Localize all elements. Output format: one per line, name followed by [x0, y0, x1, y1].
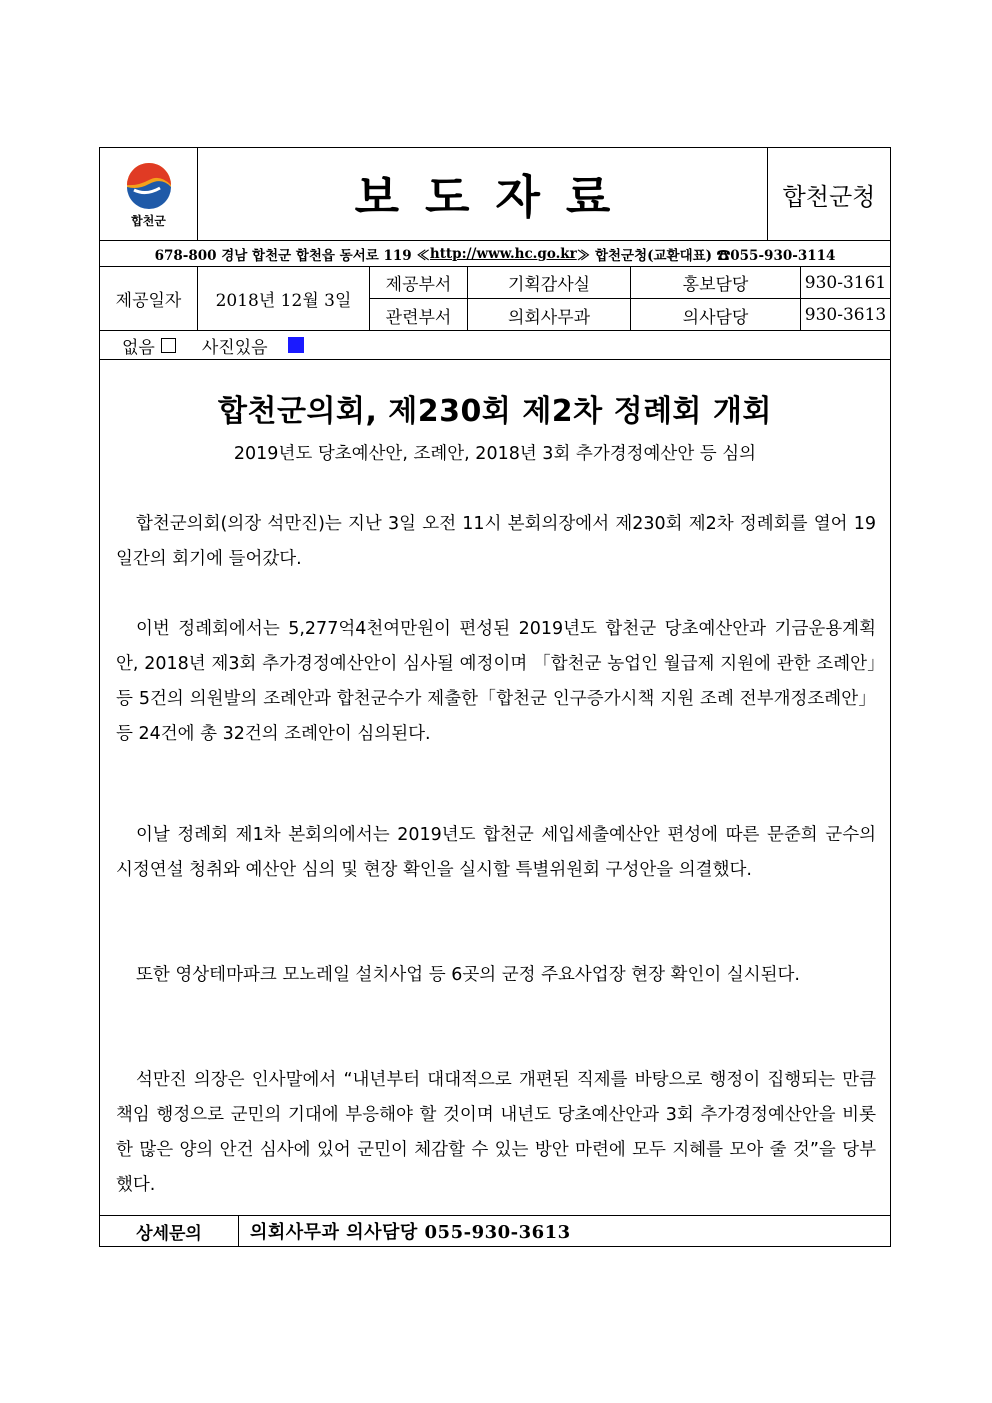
photo-has-checkbox[interactable]	[288, 337, 304, 353]
hapcheon-logo-icon	[120, 160, 178, 210]
paragraph-2: 이번 정례회에서는 5,277억4천여만원이 편성된 2019년도 합천군 당초예산안과 기금운용계획안, 2018년 제3회 추가경정예산안이 심사될 예정이며 「합천군 농업인 월급제 지원에 관한 조례안」등 5건의 의원발의 조례안과 합천군수가 제출한「합천군 인구증가시책 지원 조례 전부개정조례안」 등 24건에 총 32건의 조례안이 심의된다.	[116, 619, 876, 744]
paragraph-5: 석만진 의장은 인사말에서 “내년부터 대대적으로 개편된 직제를 바탕으로 행정이 집행되는 만큼 책임 행정으로 군민의 기대에 부응해야 할 것이며 내년도 당초예산안과 3회 추가경정예산안을 비롯한 많은 양의 안건 심사에 있어 군민이 체감할 수 있는 방안 마련에 모두 지혜를 모아 줄 것”을 당부했다.	[116, 1070, 876, 1195]
provide-dept: 기획감사실	[468, 267, 631, 298]
related-row	[370, 299, 890, 331]
related-dept: 의회사무과	[468, 299, 631, 331]
logo-text: 합천군	[131, 213, 166, 228]
article-subheadline: 2019년도 당초예산안, 조례안, 2018년 3회 추가경정예산안 등 심의	[233, 444, 757, 464]
contact-value: 의회사무과 의사담당 055-930-3613	[250, 1222, 571, 1243]
contact-label: 상세문의	[100, 1216, 239, 1246]
office-name: 합천군청	[782, 182, 876, 211]
provide-phone: 930-3161	[804, 272, 887, 293]
related-team: 의사담당	[631, 299, 801, 331]
photo-has-label: 사진있음	[201, 337, 268, 358]
photo-none-checkbox[interactable]	[161, 338, 176, 353]
provide-team: 홍보담당	[631, 267, 801, 298]
photo-row	[100, 331, 890, 360]
title-cell	[198, 148, 768, 240]
photo-none-label: 없음	[122, 337, 155, 358]
paragraph-4: 또한 영상테마파크 모노레일 설치사업 등 6곳의 군정 주요사업장 현장 확인이 실시된다.	[136, 965, 800, 985]
provide-label: 제공부서	[370, 267, 468, 298]
press-release-frame	[99, 147, 891, 1247]
footer-row	[100, 1215, 890, 1246]
related-phone: 930-3613	[804, 305, 887, 325]
website-link[interactable]: http://www.hc.go.kr	[429, 245, 577, 262]
address-prefix: 678-800 경남 합천군 합천읍 동서로 119 ≪	[154, 247, 430, 264]
date-value: 2018년 12월 3일	[198, 267, 370, 330]
header-row	[100, 148, 890, 241]
provide-row	[370, 267, 890, 299]
address-row	[100, 241, 890, 267]
address-line	[100, 241, 890, 266]
page-title: 보도자료	[354, 170, 637, 224]
info-block	[100, 267, 890, 331]
related-label: 관련부서	[370, 299, 468, 331]
address-suffix: ≫ 합천군청(교환대표) ☎055-930-3114	[576, 247, 836, 264]
paragraph-1: 합천군의회(의장 석만진)는 지난 3일 오전 11시 본회의장에서 제230회 제2차 정례회를 열어 19일간의 회기에 들어갔다.	[116, 514, 876, 569]
logo-cell	[100, 148, 198, 240]
date-label: 제공일자	[100, 267, 198, 330]
dept-grid	[370, 267, 890, 330]
office-cell	[768, 148, 890, 240]
paragraph-3: 이날 정례회 제1차 본회의에서는 2019년도 합천군 세입세출예산안 편성에 따른 문준희 군수의 시정연설 청취와 예산안 심의 및 현장 확인을 실시할 특별위원회 구성안을 의결했다.	[116, 825, 876, 880]
article-headline: 합천군의회, 제230회 제2차 정례회 개회	[218, 394, 772, 429]
